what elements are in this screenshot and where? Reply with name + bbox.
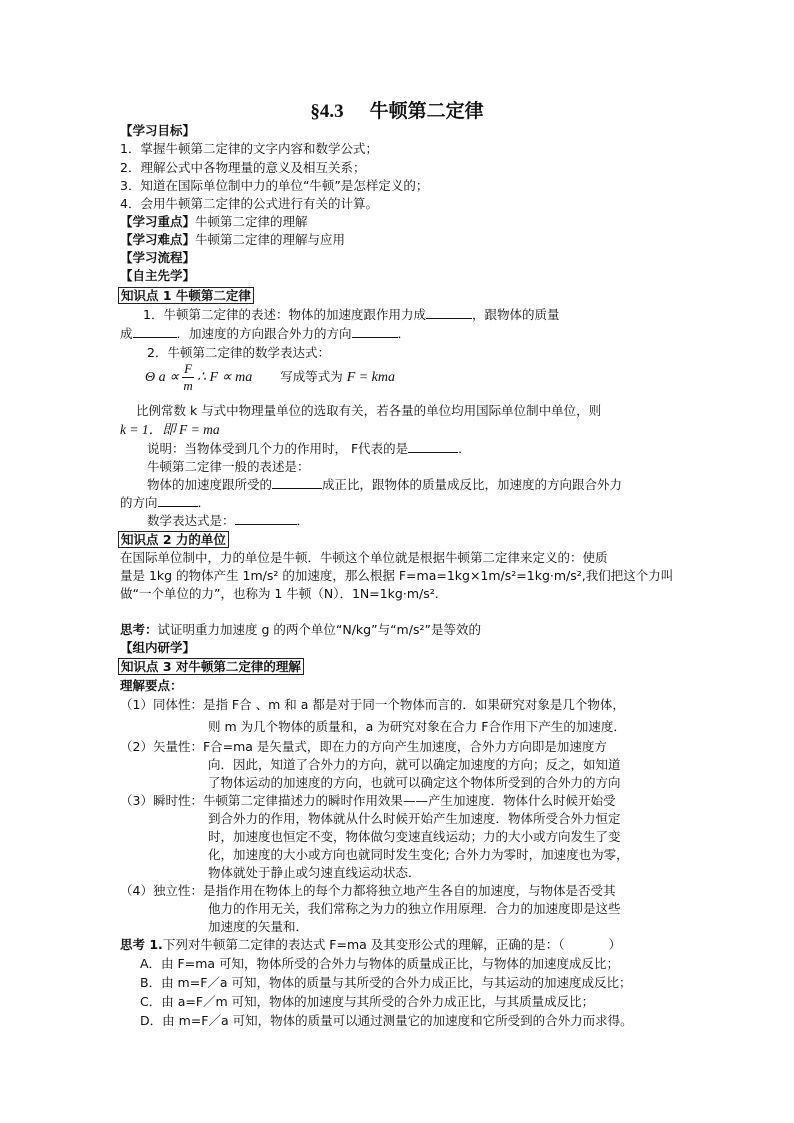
difficulty-text: 牛顿第二定律的理解与应用 (195, 232, 346, 247)
point-1-line: （1）同体性：是指 F合 、m 和 a 都是对于同一个物体而言的．如果研究对象是几个物体， (120, 697, 625, 712)
point-4-line: 加速度的矢量和． (208, 919, 309, 934)
goal-item: 2．理解公式中各物理量的意义及相互关系； (120, 160, 366, 175)
k2-text-line: 做“一个单位的力”，也称为 1 牛顿（N）．1N=1kg·m/s². (120, 586, 439, 601)
fill-blank[interactable] (352, 325, 398, 338)
fill-blank[interactable] (272, 476, 322, 489)
fill-blank[interactable] (426, 306, 472, 319)
fill-blank[interactable] (408, 440, 458, 453)
question-1-option: B．由 m=F／a 可知，物体的质量与其所受的合外力成正比，与其运动的加速度成反比； (140, 975, 632, 990)
self-study-header: 【自主先学】 (120, 268, 196, 283)
difficulty-label: 【学习难点】 (120, 232, 196, 247)
point-1-line: 则 m 为几个物体的质量和，a 为研究对象在合力 F合作用下产生的加速度． (208, 719, 626, 734)
k1-general-statement: 牛顿第二定律一般的表述是： (147, 459, 310, 474)
points-header: 理解要点： (120, 678, 183, 693)
k1-statement-line-2: 成 ．加速度的方向跟合外力的方向 ． (120, 326, 411, 341)
point-3-line: 物体就处于静止或匀速直线运动状态． (208, 865, 421, 880)
point-4-line: 他力的作用无关，我们常称之为力的独立作用原理．合力的加速度即是这些 (208, 901, 621, 916)
k1-math-expression: 数学表达式是： ． (147, 513, 310, 528)
section-name: 牛顿第二定律 (369, 101, 484, 122)
k1-explanation: 说明：当物体受到几个力的作用时， F代表的是 ． (147, 441, 471, 456)
question-1-option: C．由 a=F／m 可知，物体的加速度与其所受的合外力成正比，与其质量成反比； (140, 994, 595, 1009)
k1-general-line: 物体的加速度跟所受的 成正比，跟物体的质量成反比，加速度的方向跟合外力 (147, 477, 623, 492)
question-1-option: A．由 F=ma 可知，物体所受的合外力与物体的质量成正比，与物体的加速度成反比； (140, 956, 619, 971)
answer-blank[interactable] (565, 937, 609, 949)
k1-f-equals-ma: k = 1．即 F = ma (120, 422, 220, 437)
fraction: $\frac{F}{m}$ (183, 361, 193, 393)
knowledge-point-3-title: 知识点 3 对牛顿第二定律的理解 (118, 658, 304, 676)
fill-blank[interactable] (158, 494, 198, 507)
think-question: 思考：试证明重力加速度 g 的两个单位“N/kg”与“m/s²”是等效的 (120, 622, 481, 637)
group-study-header: 【组内研学】 (120, 640, 196, 655)
focus-line (120, 213, 308, 231)
point-2-line: 了物体运动的加速度的方向，也就可以确定这个物体所受到的合外力的方向 (208, 775, 621, 790)
k1-constant-note: 比例常数 k 与式中物理量单位的选取有关，若各量的单位均用国际单位制中单位，则 (136, 403, 602, 418)
k1-statement-line: 1．牛顿第二定律的表述：物体的加速度跟作用力成 ，跟物体的质量 (143, 307, 560, 322)
page-title (0, 96, 794, 123)
focus-label: 【学习重点】 (120, 214, 196, 229)
question-1-stem: 思考 1.下列对牛顿第二定律的表达式 F=ma 及其变形公式的理解，正确的是：（ ） (120, 937, 622, 952)
point-3-line: 时，加速度也恒定不变，物体做匀变速直线运动；力的大小或方向发生了变 (208, 829, 621, 844)
k1-general-line-2: 的方向 ． (120, 495, 211, 510)
point-2-line: 向．因此，知道了合外力的方向，就可以确定加速度的方向；反之，如知道 (208, 757, 621, 772)
goal-item: 4．会用牛顿第二定律的公式进行有关的计算。 (120, 196, 378, 211)
difficulty-line (120, 231, 345, 249)
point-3-line: （3）瞬时性：牛顿第二定律描述力的瞬时作用效果——产生加速度．物体什么时候开始受 (120, 793, 616, 808)
section-number: §4.3 (310, 101, 344, 122)
goal-item: 3．知道在国际单位制中力的单位“牛顿”是怎样定义的； (120, 178, 429, 193)
k2-text-line: 量是 1kg 的物体产生 1m/s² 的加速度，那么根据 F=ma=1kg×1m/s²=1kg·m/s²,我们把这个力叫 (120, 568, 674, 583)
knowledge-point-1-title: 知识点 1 牛顿第二定律 (118, 287, 254, 305)
k2-text-line: 在国际单位制中，力的单位是牛顿．牛顿这个单位就是根据牛顿第二定律来定义的：使质 (120, 550, 608, 565)
flow-header: 【学习流程】 (120, 250, 196, 265)
goals-header: 【学习目标】 (120, 123, 196, 138)
k1-formula-heading: 2．牛顿第二定律的数学表达式： (147, 345, 330, 360)
point-3-line: 化，加速度的大小或方向也就同时发生变化; 合外力为零时，加速度也为零， (208, 847, 629, 862)
goal-item: 1．掌握牛顿第二定律的文字内容和数学公式； (120, 141, 378, 156)
focus-text: 牛顿第二定律的理解 (195, 214, 308, 229)
point-3-line: 到合外力的作用，物体就从什么时候开始产生加速度．物体所受合外力恒定 (208, 811, 621, 826)
point-2-line: （2）矢量性：F合=ma 是矢量式，即在力的方向产生加速度，合外力方向即是加速度方 (120, 739, 607, 754)
fill-blank[interactable] (133, 325, 177, 338)
knowledge-point-2-title: 知识点 2 力的单位 (118, 531, 229, 549)
question-1-option: D．由 m=F／a 可知，物体的质量可以通过测量它的加速度和它所受到的合外力而求得。 (140, 1013, 633, 1028)
fill-blank[interactable] (235, 512, 297, 525)
k1-proportional-formula: Θ a ∝ $\frac{F}{m}$ ∴ F ∝ ma 写成等式为 F = kma (145, 361, 396, 393)
point-4-line: （4）独立性：是指作用在物体上的每个力都将独立地产生各自的加速度，与物体是否受其 (120, 883, 616, 898)
